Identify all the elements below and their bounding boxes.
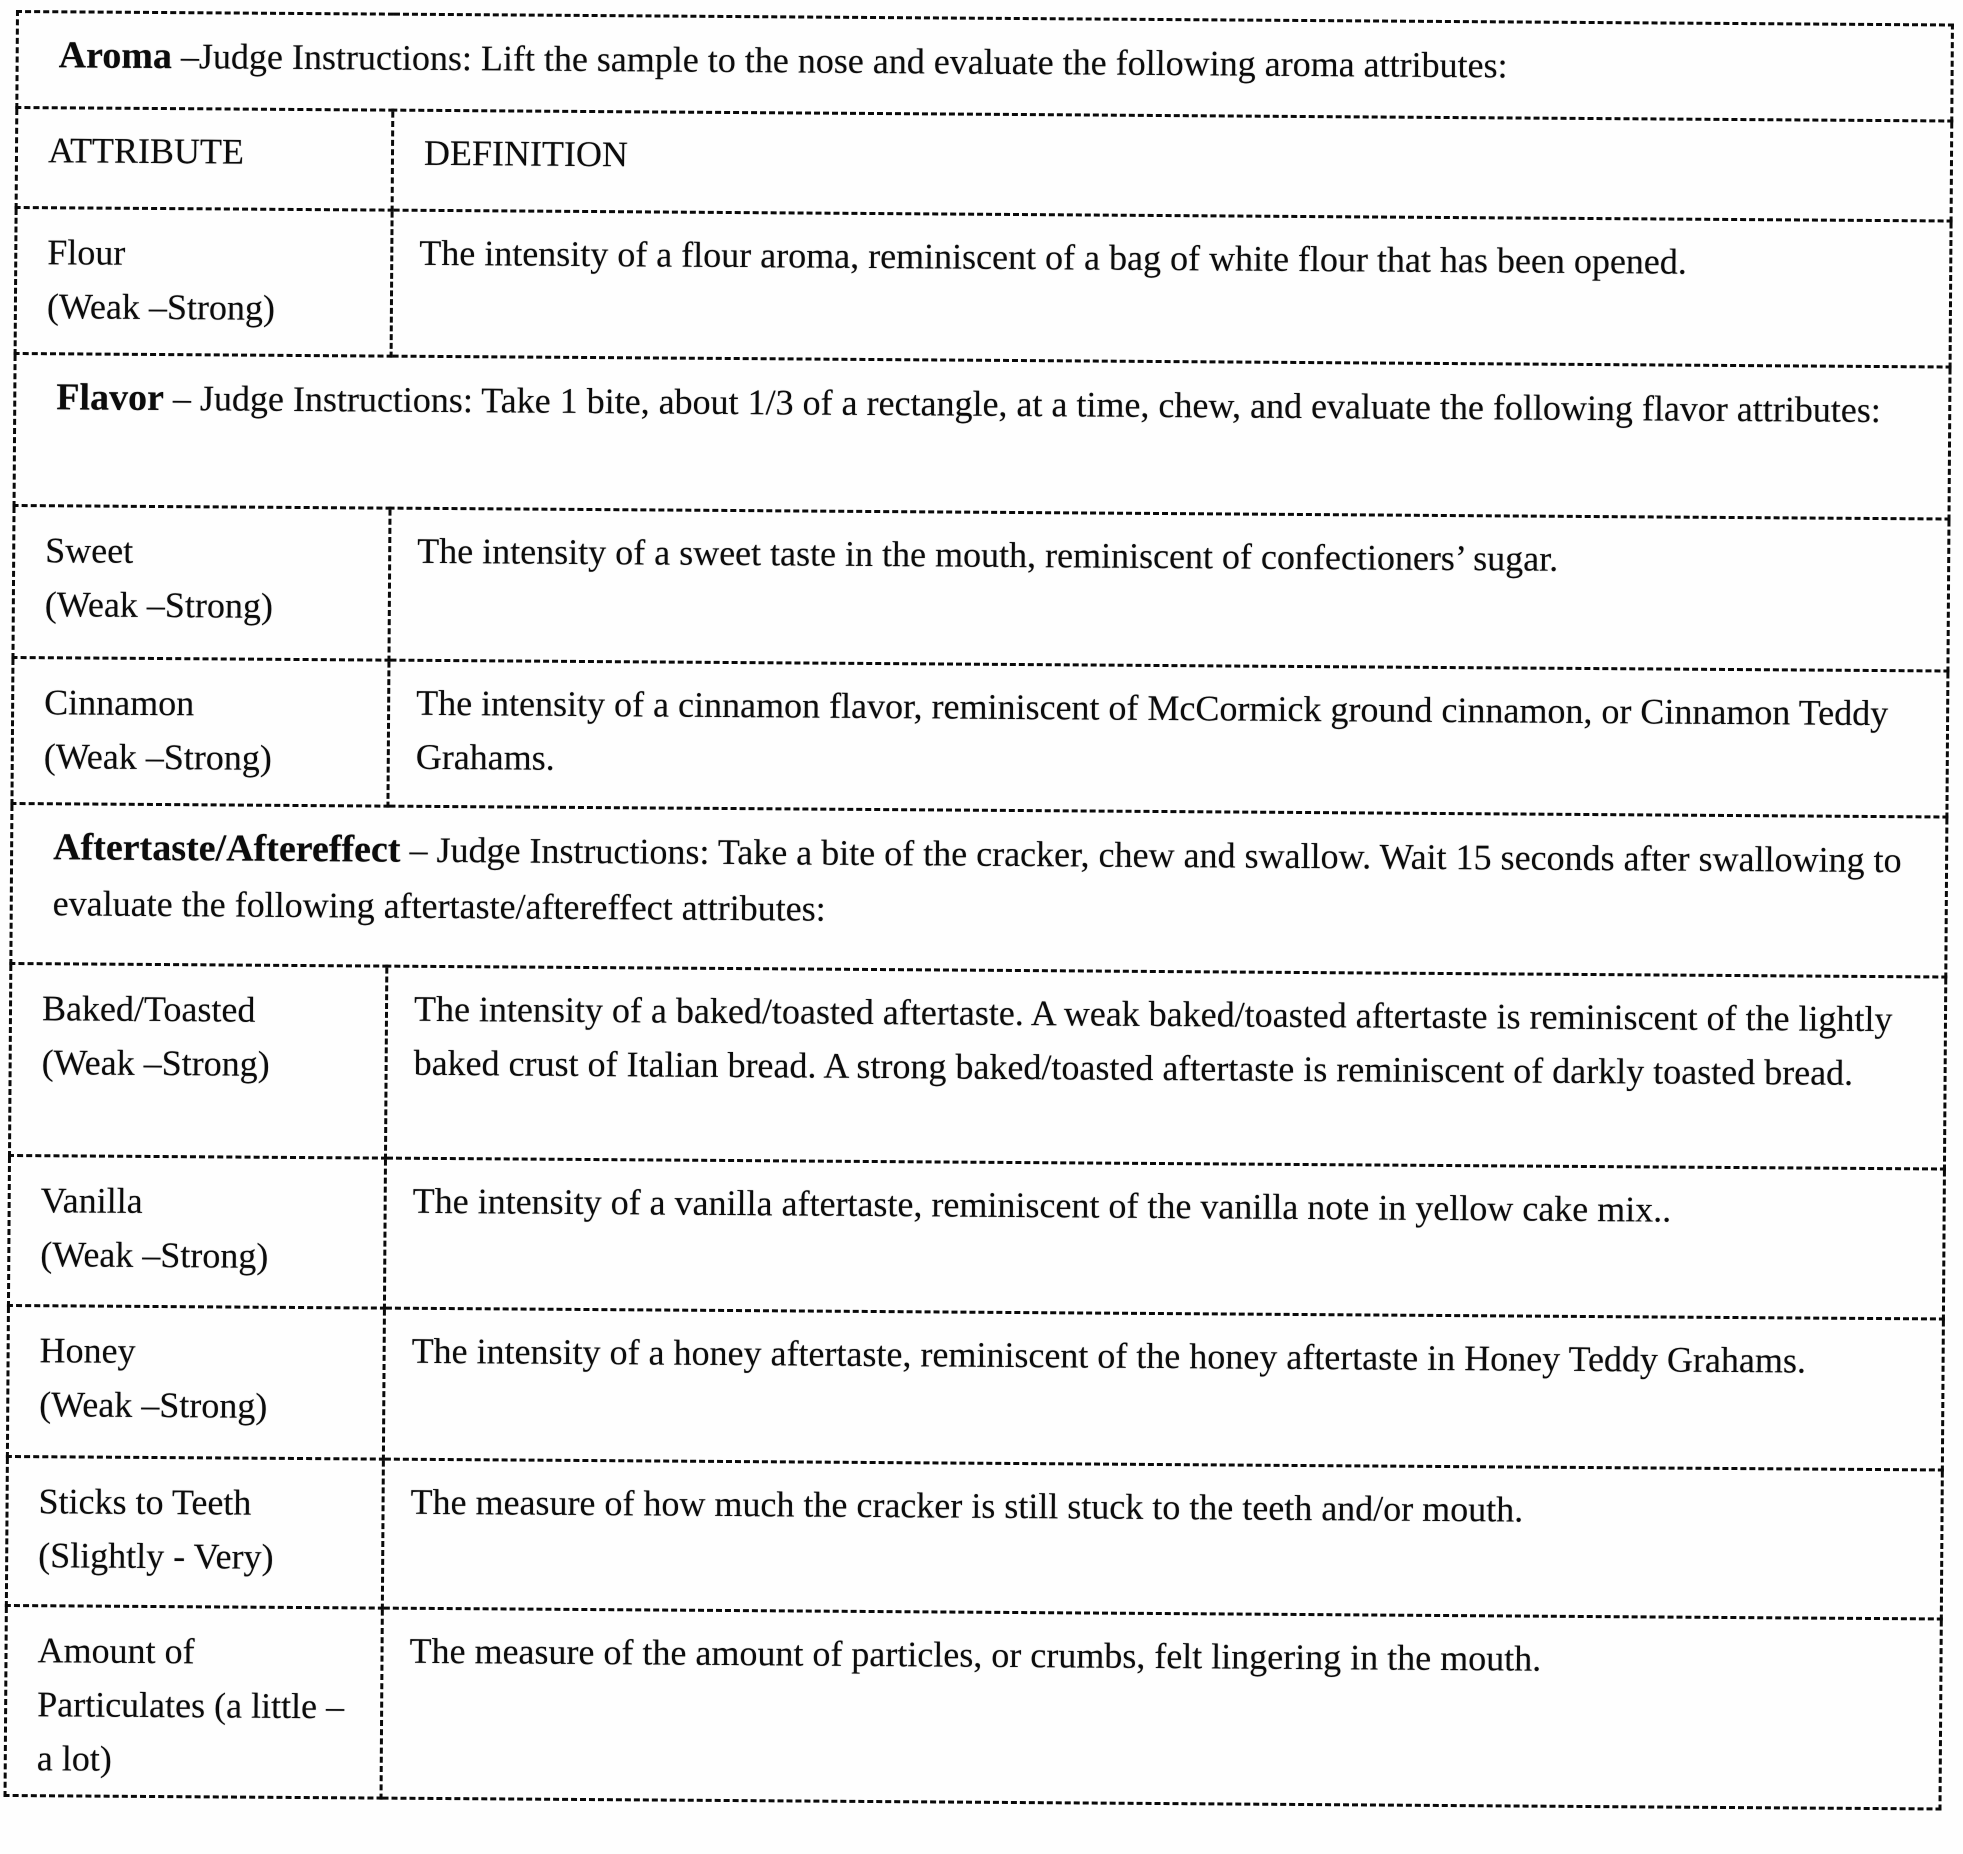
attribute-label: Sticks to Teeth (Slightly - Very) xyxy=(38,1481,274,1577)
section-header-cell xyxy=(17,12,1953,122)
definition-text: The intensity of a cinnamon flavor, reminiscent of McCormick ground cinnamon, or Cinnamon Teddy Grahams. xyxy=(415,682,1889,778)
attribute-cell xyxy=(6,1456,383,1608)
definition-text: The measure of how much the cracker is still stuck to the teeth and/or mouth. xyxy=(410,1481,1524,1530)
table-row-flour xyxy=(15,208,1951,368)
section-header-row-aroma xyxy=(17,12,1953,122)
section-header-cell xyxy=(11,803,1947,977)
definition-cell xyxy=(381,1608,1941,1809)
definition-text: The intensity of a sweet taste in the mouth, reminiscent of confectioners’ sugar. xyxy=(417,530,1559,579)
table-row-sticks-to-teeth xyxy=(6,1456,1942,1619)
section-title: Aroma xyxy=(58,34,173,78)
definition-cell xyxy=(389,508,1949,671)
definition-text: The measure of the amount of particles, or crumbs, felt lingering in the mouth. xyxy=(409,1630,1542,1679)
definition-cell xyxy=(384,1158,1944,1319)
attribute-label: Flour (Weak –Strong) xyxy=(46,232,276,328)
section-title: Flavor xyxy=(56,376,165,420)
table-row-vanilla xyxy=(8,1155,1944,1319)
table-row-honey xyxy=(7,1305,1943,1470)
definition-cell xyxy=(391,210,1951,367)
attribute-cell xyxy=(12,657,389,806)
definition-cell xyxy=(382,1459,1942,1619)
table-row-baked-toasted xyxy=(10,963,1946,1169)
column-header-row xyxy=(16,108,1952,222)
attribute-cell xyxy=(7,1305,384,1459)
attribute-label: Baked/Toasted (Weak –Strong) xyxy=(41,988,270,1084)
attribute-cell xyxy=(5,1605,382,1798)
section-title: Aftertaste/Aftereffect xyxy=(53,826,401,871)
section-header-row-flavor xyxy=(14,354,1950,520)
attribute-cell xyxy=(15,208,392,357)
table-row-cinnamon xyxy=(12,657,1948,817)
sensory-attributes-table xyxy=(4,10,1954,1810)
column-header-definition: DEFINITION xyxy=(392,110,1952,221)
definition-cell xyxy=(388,660,1948,817)
attribute-label: Sweet (Weak –Strong) xyxy=(44,530,274,626)
definition-text: The intensity of a flour aroma, reminiscent of a bag of white flour that has been opened. xyxy=(419,232,1688,282)
definition-cell xyxy=(383,1308,1943,1470)
attribute-label: Cinnamon (Weak –Strong) xyxy=(43,682,272,778)
attribute-label: Vanilla (Weak –Strong) xyxy=(40,1180,269,1276)
attribute-cell xyxy=(13,505,390,660)
section-header-row-aftertaste xyxy=(11,803,1947,977)
definition-text: The intensity of a vanilla aftertaste, reminiscent of the vanilla note in yellow cake mix.. xyxy=(412,1180,1672,1230)
section-instructions: –Judge Instructions: Lift the sample to the nose and evaluate the following aroma attributes: xyxy=(180,36,1508,86)
attribute-label: Amount of Particulates (a little – a lot) xyxy=(36,1630,345,1779)
definition-text: The intensity of a baked/toasted aftertaste. A weak baked/toasted aftertaste is reminiscent of the lightly baked crust of Italian bread. A strong baked/toasted aftertaste is reminiscent of darkly toasted bread. xyxy=(413,988,1893,1093)
column-header-attribute: ATTRIBUTE xyxy=(16,108,393,211)
section-instructions: – Judge Instructions: Take 1 bite, about 1/3 of a rectangle, at a time, chew, and evaluate the following flavor attributes: xyxy=(172,378,1881,431)
attribute-label: Honey (Weak –Strong) xyxy=(39,1330,268,1426)
definition-text: The intensity of a honey aftertaste, reminiscent of the honey aftertaste in Honey Teddy Grahams. xyxy=(411,1330,1807,1381)
table-row-amount-of-particulates xyxy=(5,1605,1941,1809)
attribute-cell xyxy=(10,963,387,1158)
table-row-sweet xyxy=(13,505,1949,671)
section-instructions: – Judge Instructions: Take a bite of the cracker, chew and swallow. Wait 15 seconds after swallowing to evaluate the following aftertaste/aftereffect attributes: xyxy=(52,829,1902,929)
attribute-cell xyxy=(8,1155,385,1308)
definition-cell xyxy=(385,966,1945,1169)
section-header-cell xyxy=(14,354,1950,520)
